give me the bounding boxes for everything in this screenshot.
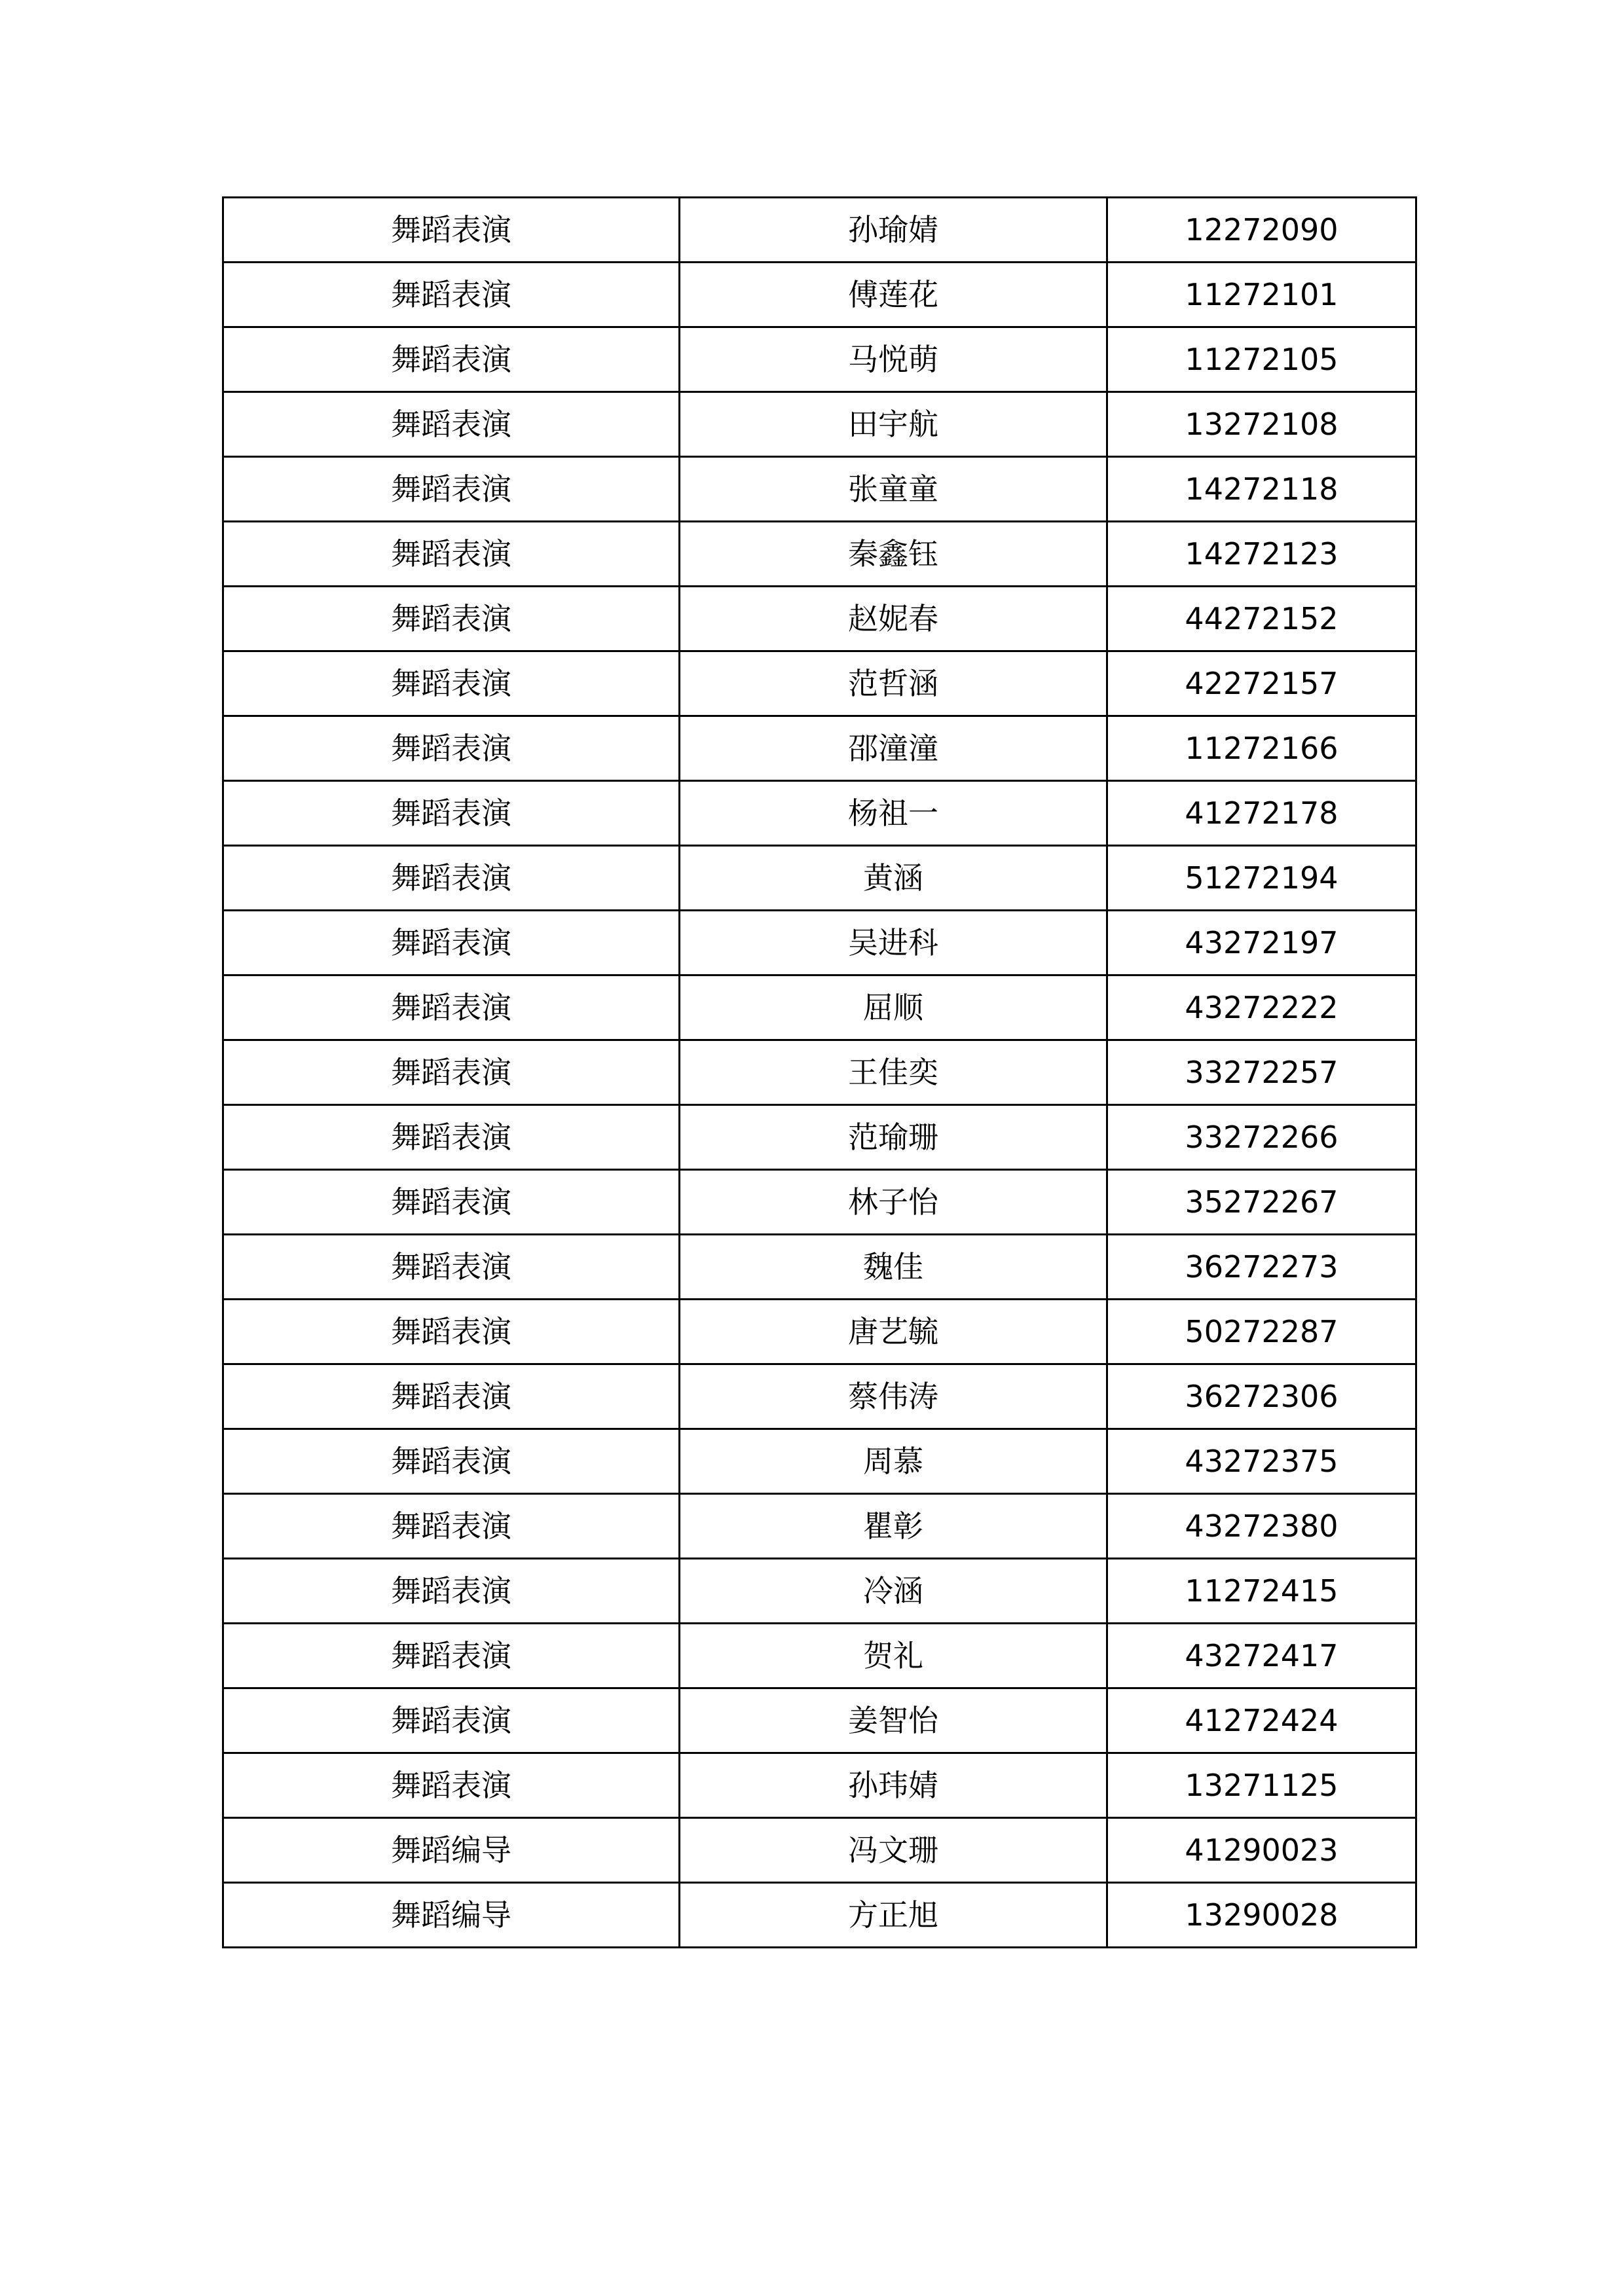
major-cell: 舞蹈表演: [223, 1235, 680, 1300]
id-cell: 11272105: [1107, 327, 1416, 392]
major-cell: 舞蹈表演: [223, 1624, 680, 1688]
name-cell: 冷涵: [680, 1559, 1107, 1624]
name-cell: 田宇航: [680, 392, 1107, 457]
id-cell: 43272380: [1107, 1494, 1416, 1559]
major-cell: 舞蹈表演: [223, 1040, 680, 1105]
table-row: [223, 1170, 1416, 1235]
major-cell: 舞蹈表演: [223, 1688, 680, 1753]
table-row: [223, 1105, 1416, 1170]
name-cell: 魏佳: [680, 1235, 1107, 1300]
id-cell: 43272197: [1107, 911, 1416, 975]
name-cell: 秦鑫钰: [680, 522, 1107, 587]
major-cell: 舞蹈表演: [223, 651, 680, 716]
table-row: [223, 975, 1416, 1040]
name-cell: 杨祖一: [680, 781, 1107, 846]
table-row: [223, 1429, 1416, 1494]
major-cell: 舞蹈编导: [223, 1818, 680, 1883]
id-cell: 11272166: [1107, 716, 1416, 781]
table-row: [223, 1559, 1416, 1624]
table-row: [223, 1688, 1416, 1753]
major-cell: 舞蹈表演: [223, 522, 680, 587]
id-cell: 43272417: [1107, 1624, 1416, 1688]
major-cell: 舞蹈表演: [223, 327, 680, 392]
table-row: [223, 846, 1416, 911]
major-cell: 舞蹈表演: [223, 1300, 680, 1364]
name-cell: 范哲涵: [680, 651, 1107, 716]
id-cell: 13272108: [1107, 392, 1416, 457]
table-row: [223, 522, 1416, 587]
id-cell: 50272287: [1107, 1300, 1416, 1364]
major-cell: 舞蹈表演: [223, 716, 680, 781]
name-cell: 邵潼潼: [680, 716, 1107, 781]
name-cell: 方正旭: [680, 1883, 1107, 1948]
id-cell: 36272273: [1107, 1235, 1416, 1300]
name-cell: 王佳奕: [680, 1040, 1107, 1105]
major-cell: 舞蹈表演: [223, 1494, 680, 1559]
id-cell: 35272267: [1107, 1170, 1416, 1235]
table-row: [223, 327, 1416, 392]
name-cell: 林子怡: [680, 1170, 1107, 1235]
table-row: [223, 1300, 1416, 1364]
major-cell: 舞蹈表演: [223, 911, 680, 975]
major-cell: 舞蹈表演: [223, 781, 680, 846]
table-row: [223, 1040, 1416, 1105]
table-row: [223, 716, 1416, 781]
table-row: [223, 1753, 1416, 1818]
id-cell: 43272375: [1107, 1429, 1416, 1494]
table-row: [223, 1235, 1416, 1300]
name-cell: 屈顺: [680, 975, 1107, 1040]
table-row: [223, 457, 1416, 522]
id-cell: 41272424: [1107, 1688, 1416, 1753]
table-row: [223, 1364, 1416, 1429]
id-cell: 42272157: [1107, 651, 1416, 716]
table-row: [223, 1818, 1416, 1883]
table-row: [223, 781, 1416, 846]
table-row: [223, 392, 1416, 457]
major-cell: 舞蹈表演: [223, 1170, 680, 1235]
id-cell: 14272123: [1107, 522, 1416, 587]
table-row: [223, 1624, 1416, 1688]
table-row: [223, 587, 1416, 651]
name-cell: 张童童: [680, 457, 1107, 522]
name-cell: 蔡伟涛: [680, 1364, 1107, 1429]
table-row: [223, 263, 1416, 327]
name-cell: 冯文珊: [680, 1818, 1107, 1883]
name-cell: 贺礼: [680, 1624, 1107, 1688]
name-cell: 范瑜珊: [680, 1105, 1107, 1170]
major-cell: 舞蹈表演: [223, 392, 680, 457]
table-row: [223, 198, 1416, 263]
name-cell: 孙瑜婧: [680, 198, 1107, 263]
id-cell: 11272101: [1107, 263, 1416, 327]
name-cell: 傅莲花: [680, 263, 1107, 327]
student-table: [222, 196, 1417, 1948]
name-cell: 吴进科: [680, 911, 1107, 975]
major-cell: 舞蹈表演: [223, 1753, 680, 1818]
id-cell: 36272306: [1107, 1364, 1416, 1429]
id-cell: 33272266: [1107, 1105, 1416, 1170]
table-row: [223, 1883, 1416, 1948]
id-cell: 43272222: [1107, 975, 1416, 1040]
id-cell: 41272178: [1107, 781, 1416, 846]
id-cell: 51272194: [1107, 846, 1416, 911]
name-cell: 周慕: [680, 1429, 1107, 1494]
table-row: [223, 911, 1416, 975]
table-row: [223, 1494, 1416, 1559]
name-cell: 赵妮春: [680, 587, 1107, 651]
name-cell: 唐艺毓: [680, 1300, 1107, 1364]
id-cell: 33272257: [1107, 1040, 1416, 1105]
id-cell: 12272090: [1107, 198, 1416, 263]
major-cell: 舞蹈表演: [223, 457, 680, 522]
major-cell: 舞蹈表演: [223, 587, 680, 651]
id-cell: 13290028: [1107, 1883, 1416, 1948]
major-cell: 舞蹈表演: [223, 263, 680, 327]
major-cell: 舞蹈表演: [223, 1429, 680, 1494]
id-cell: 41290023: [1107, 1818, 1416, 1883]
name-cell: 孙玮婧: [680, 1753, 1107, 1818]
major-cell: 舞蹈表演: [223, 198, 680, 263]
id-cell: 44272152: [1107, 587, 1416, 651]
major-cell: 舞蹈表演: [223, 846, 680, 911]
major-cell: 舞蹈表演: [223, 1364, 680, 1429]
major-cell: 舞蹈表演: [223, 1105, 680, 1170]
name-cell: 马悦萌: [680, 327, 1107, 392]
id-cell: 13271125: [1107, 1753, 1416, 1818]
name-cell: 姜智怡: [680, 1688, 1107, 1753]
name-cell: 瞿彰: [680, 1494, 1107, 1559]
major-cell: 舞蹈表演: [223, 975, 680, 1040]
name-cell: 黄涵: [680, 846, 1107, 911]
id-cell: 14272118: [1107, 457, 1416, 522]
major-cell: 舞蹈编导: [223, 1883, 680, 1948]
table-row: [223, 651, 1416, 716]
id-cell: 11272415: [1107, 1559, 1416, 1624]
major-cell: 舞蹈表演: [223, 1559, 680, 1624]
table-body: [223, 198, 1416, 1948]
